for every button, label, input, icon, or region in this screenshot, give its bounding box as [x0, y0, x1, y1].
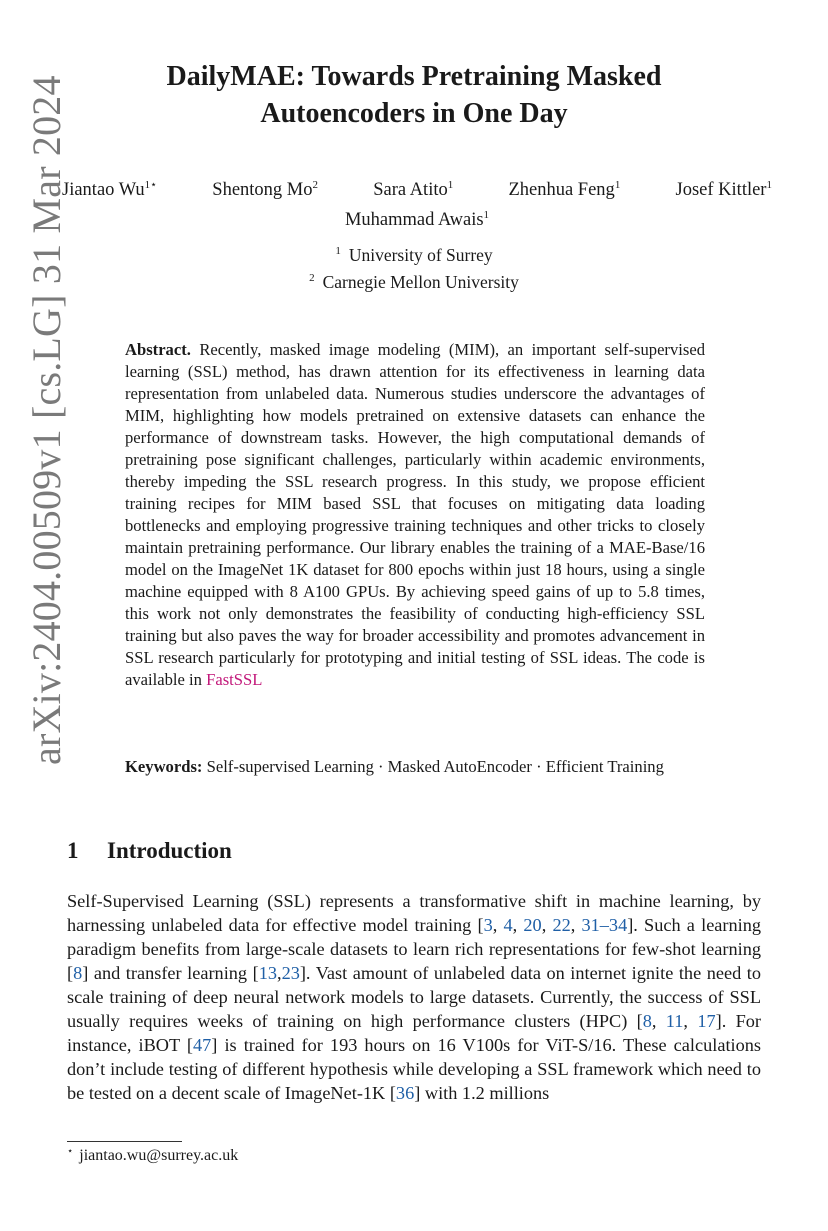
paper-title — [80, 58, 748, 132]
author: Sara Atito$^1$ — [373, 179, 454, 200]
citation-link[interactable]: 22 — [552, 915, 571, 935]
citation-link[interactable]: 23 — [281, 963, 300, 983]
author: Zhenhua Feng$^1$ — [508, 179, 621, 200]
citation-link[interactable]: 11 — [665, 1011, 684, 1031]
footnote: ⋆ jiantao.wu@surrey.ac.uk — [67, 1146, 239, 1164]
abstract-text: Recently, masked image modeling (MIM), an important self-supervised learning (SSL) method, has drawn attention for its effectiveness in learning data representation from unlabeled data. Numerous studies underscore the advantages of MIM, highlighting how models pretrained on extensive datasets can enhance the performance of downstream tasks. However, the high computational demands of pretraining pose significant challenges, particularly within academic environments, thereby impeding the SSL research progress. In this study, we propose efficient training recipes for MIM based SSL that focuses on mitigating data loading bottlenecks and employing progressive training techniques and other tricks to closely maintain pretraining performance. Our library enables the training of a MAE-Base/16 model on the ImageNet 1K dataset for 800 epochs within just 18 hours, using a single machine equipped with 8 A100 GPUs. By achieving speed gains of up to 5.8 times, this work not only demonstrates the feasibility of conducting high-efficiency SSL training but also paves the way for broader accessibility and promotes advancement in SSL research particularly for prototyping and initial testing of SSL ideas. The code is available in — [125, 340, 705, 689]
author: Josef Kittler$^1$ — [675, 179, 772, 200]
section-title: Introduction — [107, 838, 232, 863]
title-line-2: Autoencoders in One Day — [260, 98, 568, 129]
abstract — [125, 339, 705, 691]
citation-link[interactable]: 8 — [73, 963, 83, 983]
affiliation: $^1$ University of Surrey — [335, 245, 493, 265]
affiliation-list — [200, 240, 628, 294]
author: Shentong Mo$^2$ — [212, 179, 318, 200]
citation-link[interactable]: 47 — [193, 1035, 212, 1055]
affiliation: $^2$ Carnegie Mellon University — [309, 272, 519, 292]
introduction-paragraph: Self-Supervised Learning (SSL) represents a transformative shift in machine learning, by harnessing unlabeled data for effective model training [3, 4, 20, 22, 31–34]. Such a learning paradigm benefits from large-scale datasets to learn rich representations for few-shot learning [8] and transfer learning [13,23]. Vast amount of unlabeled data on internet ignite the need to scale training of deep neural network models to large datasets. Currently, the success of SSL usually requires weeks of training on high performance clusters (HPC) [8, 11, 17]. For instance, iBOT [47] is trained for 193 hours on 16 V100s for ViT-S/16. These calculations don’t include testing of different hypothesis while developing a SSL framework which need to be tested on a decent scale of ImageNet-1K [36] with 1.2 millions — [67, 891, 762, 1103]
citation-link[interactable]: 8 — [642, 1011, 652, 1031]
citation-link[interactable]: 36 — [395, 1083, 415, 1103]
section-number: 1 — [67, 838, 79, 863]
footnote-email: jiantao.wu@surrey.ac.uk — [79, 1147, 239, 1164]
arxiv-identifier-stamp: arXiv:2404.00509v1 [cs.LG] 31 Mar 2024 — [24, 75, 69, 765]
author-list — [62, 173, 772, 233]
citation-link[interactable]: 17 — [697, 1011, 716, 1031]
footnote-rule — [67, 1141, 182, 1142]
fastssl-link[interactable]: FastSSL — [206, 670, 263, 689]
author: Muhammad Awais$^1$ — [344, 209, 490, 230]
citation-link[interactable]: 3 — [483, 915, 493, 935]
citation-link[interactable]: 13 — [258, 963, 277, 983]
title-line-1: DailyMAE: Towards Pretraining Masked — [166, 61, 662, 92]
author: Jiantao $Wu^{1⋆}$ — [62, 179, 158, 200]
citation-link[interactable]: 20 — [523, 915, 542, 935]
keywords — [125, 756, 705, 778]
keywords-label: Keywords: — [125, 757, 203, 776]
abstract-label: Abstract. — [125, 340, 191, 359]
citation-link[interactable]: 31–34 — [581, 915, 628, 935]
citation-link[interactable]: 4 — [503, 915, 513, 935]
section-heading — [67, 838, 232, 864]
keywords-text: Self-supervised Learning · Masked AutoEncoder · Efficient Training — [206, 757, 664, 776]
